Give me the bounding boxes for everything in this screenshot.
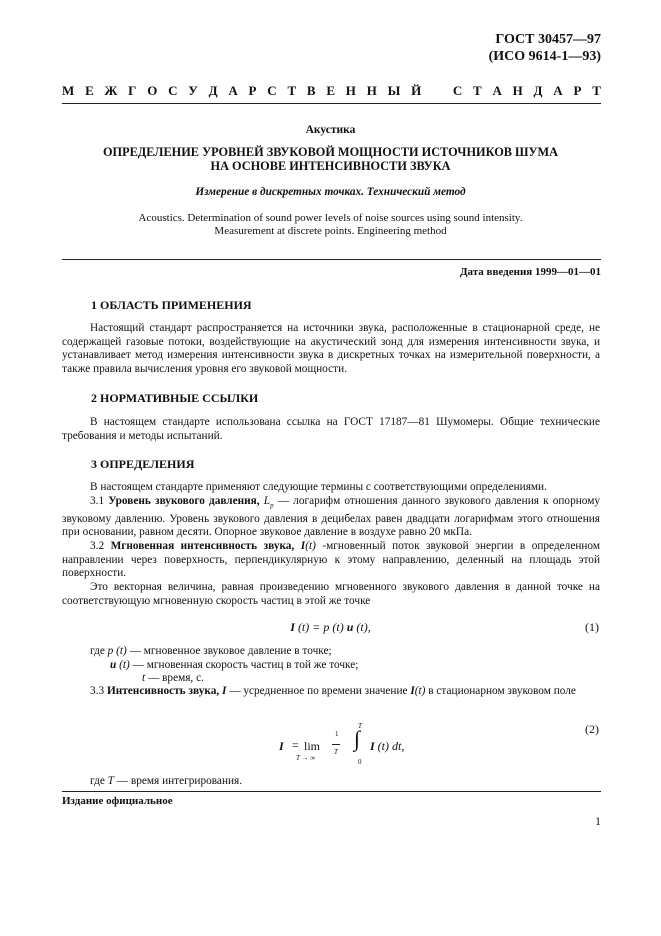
banner-letter: Н [512, 83, 523, 98]
definition-3-1 [62, 495, 600, 540]
eq2-integrand: I (t) dt, [370, 739, 405, 753]
title-rule [62, 259, 601, 260]
banner-letter: Ж [104, 83, 118, 98]
eq2-intensity-symbol: I [279, 739, 284, 753]
banner-letter: А [228, 83, 238, 98]
title-line-2: НА ОСНОВЕ ИНТЕНСИВНОСТИ ЗВУКА [210, 159, 451, 173]
definition-number: 3.2 [90, 540, 105, 553]
introduction-date: Дата введения 1999—01—01 [459, 266, 601, 278]
standard-banner [62, 83, 601, 99]
eq2-limit: lim [304, 739, 321, 753]
banner-letter: С [168, 83, 178, 98]
topic: Акустика [305, 124, 356, 136]
banner-letter: Р [248, 83, 257, 98]
subtitle: Измерение в дискретных точках. Технический метод [195, 186, 466, 198]
symbol-lp: $L_p$ [263, 494, 274, 509]
banner-letter: Р [573, 83, 582, 98]
english-title [60, 212, 601, 237]
eq2-fraction-denominator: T [334, 748, 338, 756]
banner-letter: С [267, 83, 277, 98]
definition-3-3: 3.3 Интенсивность звука, I — усредненное по времени значение I(t) в стационарном звуковом поле [90, 685, 576, 697]
banner-letter [432, 83, 442, 99]
banner-letter: А [492, 83, 502, 98]
eq2-equals: = [292, 738, 299, 752]
document-title [60, 145, 601, 173]
equation-1-number: (1) [585, 620, 599, 634]
definition-3-2: 3.2 Мгновенная интенсивность звука, I(t) -мгновенный поток звуковой энергии в определенном направлении через поверхность, перпендикулярную к этому направлению, деленный на площадь этой поверхности. [62, 540, 601, 580]
integral-symbol: ∫ [354, 726, 361, 751]
eq1-pressure-symbol: p [323, 620, 330, 634]
vector-quantity-text: Это векторная величина, равная произведению мгновенного звукового давления в данной точке на соответствующую мгновенную скорость частиц в этой же точке [62, 581, 600, 607]
eq2-limit-subscript: T → ∞ [296, 754, 316, 762]
definition-text: -мгновенный поток звуковой энергии в определенном направлении через поверхность, перпендикулярную к этому направлению, деленный на площадь этой поверхности. [62, 540, 601, 580]
section-2-text: В настоящем стандарте использована ссылка на ГОСТ 17187—81 Шумомеры. Общие технические требования и методы испытаний. [62, 416, 600, 442]
definition-number: 3.3 [90, 685, 105, 697]
footer-rule [62, 791, 601, 792]
term-sound-intensity: Интенсивность звука, [106, 685, 220, 697]
banner-letter: Е [326, 83, 336, 98]
definition-text: — логарифм отношения данного звукового давления к опорному звуковому давлению. Уровень звукового давления в децибелах равен двадцати логарифмам этого отношения при основании, равном десяти. Опорное звуковое давление в воздухе равно 20 мкПа. [62, 494, 600, 539]
equation-2 [276, 720, 416, 770]
banner-letter: Д [533, 83, 543, 98]
banner-letter: Ы [387, 83, 401, 98]
eq1-intensity-symbol: I [290, 620, 295, 634]
banner-letter: Т [473, 83, 482, 98]
banner-letter: С [452, 83, 463, 98]
section-3-body [62, 481, 600, 609]
section-3-heading: 3 ОПРЕДЕЛЕНИЯ [91, 457, 195, 471]
eq2-fraction-numerator: 1 [335, 730, 339, 738]
gost-designation [489, 31, 601, 65]
banner-letter: Т [592, 83, 601, 98]
equation-2-number: (2) [585, 722, 599, 736]
banner-letter: Г [128, 83, 137, 98]
banner-letter: Т [287, 83, 297, 98]
section-1-text: Настоящий стандарт распространяется на источники звука, расположенные в стационарной среде, не содержащей газовые потоки, воздействующие на акустический зонд для измерения интенсивности звука, и устанавливает метод измерения интенсивности звука в дискретных точках на измерительной поверхности, а также правила вычисления уровня его звуковой мощности. [62, 322, 600, 376]
banner-letter: Н [345, 83, 356, 98]
banner-letter: Е [85, 83, 94, 98]
definition-3-3-block [62, 685, 600, 699]
legend-item: u (t) — мгновенная скорость частиц в той же точке; [110, 658, 359, 671]
term-sound-pressure-level: Уровень звукового давления, [108, 494, 260, 507]
legend-item: t — время, с. [142, 672, 204, 685]
eq2-lower-limit: 0 [358, 758, 362, 766]
banner-letter: У [188, 83, 198, 98]
definition-number: 3.1 [90, 494, 105, 507]
symbol-it: I [300, 540, 306, 553]
english-line-1: Acoustics. Determination of sound power levels of noise sources using sound intensity. [138, 212, 523, 224]
top-rule [62, 103, 601, 104]
section-1-heading: 1 ОБЛАСТЬ ПРИМЕНЕНИЯ [91, 298, 252, 312]
page-number: 1 [595, 814, 601, 828]
section-2-heading: 2 НОРМАТИВНЫЕ ССЫЛКИ [91, 391, 259, 405]
equation-1: I (t) = p (t) u (t), [290, 620, 371, 634]
banner-letter: О [147, 83, 158, 98]
definitions-intro: В настоящем стандарте применяют следующие термины с соответствующими определениями. [90, 481, 547, 493]
legend-item: где p (t) — мгновенное звуковое давление в точке; [90, 645, 332, 657]
equation-1-legend [90, 645, 600, 686]
eq1-velocity-symbol: u [346, 620, 354, 634]
term-instantaneous-intensity: Мгновенная интенсивность звука, [110, 540, 295, 553]
gost-number: ГОСТ 30457—97 [495, 32, 601, 47]
english-line-2: Measurement at discrete points. Engineering method [214, 224, 447, 237]
title-line-1: ОПРЕДЕЛЕНИЕ УРОВНЕЙ ЗВУКОВОЙ МОЩНОСТИ ИСТОЧНИКОВ ШУМА [102, 145, 559, 159]
section-2-body [62, 416, 600, 443]
eq2-upper-limit: T [358, 722, 362, 730]
equation-2-legend: где T — время интегрирования. [90, 775, 243, 787]
banner-letter: Н [366, 83, 377, 98]
section-1-body [62, 322, 600, 377]
banner-letter: Д [208, 83, 218, 98]
iso-number: (ИСО 9614-1—93) [488, 49, 601, 64]
banner-letter: В [306, 83, 316, 98]
eq2-fraction-bar [332, 744, 340, 745]
banner-letter: М [62, 83, 75, 98]
banner-letter: Й [411, 83, 422, 98]
banner-letter: А [553, 83, 563, 98]
official-edition-label: Издание официальное [62, 795, 173, 807]
